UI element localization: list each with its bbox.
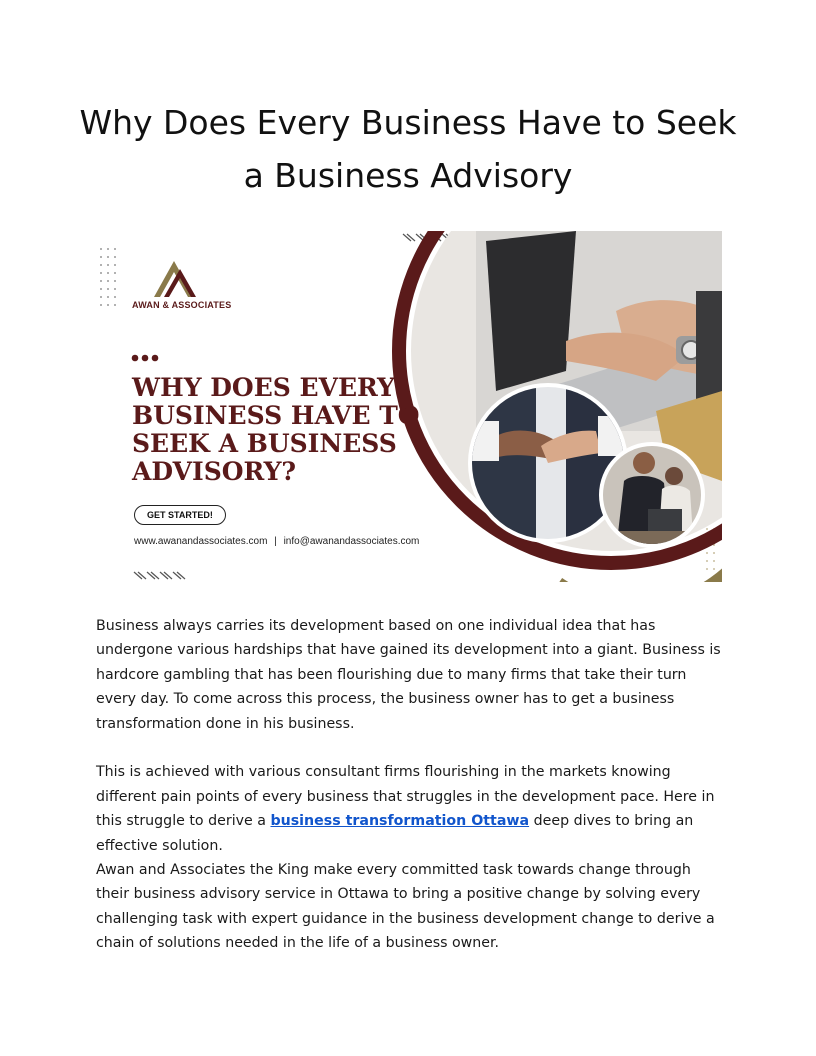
banner-heading-line-1: WHY DOES EVERY [132,373,395,402]
page-title [60,96,756,202]
email-link[interactable]: info@awanandassociates.com [283,536,420,547]
awan-logo-icon [154,261,196,297]
banner-heading-line-3: SEEK A BUSINESS [132,429,397,458]
hero-banner [96,231,722,582]
paragraph-2-text-start: This is achieved with various consultant firms flourishing in the markets knowing different pain points of every business that struggles in the development pace. Here in this struggle to derive a [96,764,715,830]
banner-heading [132,374,432,486]
get-started-button[interactable]: GET STARTED! [134,505,226,525]
three-dots-icon [132,355,159,362]
hatch-marks-bottom [134,572,185,579]
banner-heading-line-4: ADVISORY? [132,457,297,486]
contact-separator: | [274,536,277,547]
website-link[interactable]: www.awanandassociates.com [134,536,268,547]
article-body [96,614,726,956]
company-logo-text: AWAN & ASSOCIATES [132,300,232,310]
page-title-line-2: a Business Advisory [243,156,573,195]
banner-heading-line-2: BUSINESS HAVE TO [132,401,420,430]
paragraph-2 [96,760,726,858]
paragraph-2-text-end: deep dives to bring an effective solution. [96,813,694,854]
page-title-line-1: Why Does Every Business Have to Seek [79,103,737,142]
paragraph-1: Business always carries its development based on one individual idea that has undergone various hardships that have gained its development into a giant. Business is hardcore gambling that has been flourishing due to many firms that take their turn every day. To come across this process, the business owner has to get a business transformation done in his business. [96,618,721,732]
paragraph-3: Awan and Associates the King make every committed task towards change through their business advisory service in Ottawa to bring a positive change by solving every challenging task with expert guidance in the business development change to derive a chain of solutions needed in the life of a business owner. [96,862,715,952]
dot-pattern-top-left [100,248,116,306]
business-transformation-ottawa-link[interactable]: business transformation Ottawa [270,813,530,830]
contact-line [134,536,419,547]
